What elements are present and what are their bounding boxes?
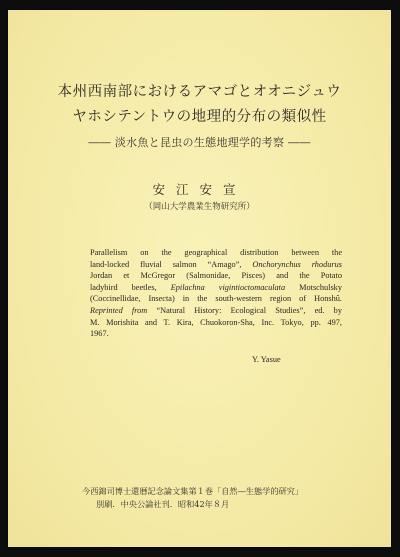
abstract-text: 1967.: [90, 329, 109, 339]
publication-note-line-1: 今西錦司博士還暦記念論文集第１巻「自然―生態学的研究」: [82, 486, 304, 496]
abstract-line: [90, 317, 342, 329]
abstract-line: [90, 270, 342, 282]
abstract-text: Motschulsky: [285, 282, 342, 292]
title-line-2: ヤホシテントウの地理的分布の類似性: [72, 109, 327, 125]
abstract-text: land-locked fluvial salmon “Amago”,: [90, 259, 253, 269]
abstract-line: [90, 328, 342, 340]
publication-note: [82, 485, 342, 511]
signature: Y. Yasue: [252, 355, 281, 364]
abstract-line: [90, 305, 342, 317]
title-line-1: 本州西南部におけるアマゴとオオニジュウ: [57, 84, 342, 100]
abstract-text: M. Morishita and T. Kira, Chuokoron-Sha, Inc. Tokyo, pp. 497,: [90, 317, 342, 327]
abstract-line: [90, 293, 342, 305]
author-affiliation: （岡山大学農業生物研究所）: [144, 202, 255, 212]
abstract-line: [90, 247, 342, 259]
abstract-text: Parallelism on the geographical distribution between the: [90, 248, 342, 257]
abstract-text: Jordan et McGregor (Salmonidae, Pisces) and the Potato: [90, 271, 342, 281]
species-name-beetle: Epilachna vigintioctomaculata: [170, 282, 286, 292]
abstract-line: [90, 259, 342, 271]
reprinted-from-label: Reprinted from: [90, 305, 148, 315]
abstract-text: (Coccinellidae, Insecta) in the south-western region of Honshû.: [90, 294, 342, 304]
document-page: [8, 10, 391, 547]
abstract-text: “Natural History: Ecological Studies”, ed. by: [147, 305, 342, 315]
author-name: 安江安宣: [152, 182, 247, 197]
subtitle: ―― 淡水魚と昆虫の生態地理学的考察 ――: [88, 136, 311, 149]
publication-note-line-2: 別刷．中央公論社刊．昭和42年８月: [96, 499, 230, 509]
species-name-salmon: Onchorynchus rhodurus: [252, 259, 342, 269]
abstract-line: [90, 282, 342, 294]
english-abstract: [90, 247, 342, 340]
abstract-text: ladybird beetles,: [90, 282, 171, 292]
